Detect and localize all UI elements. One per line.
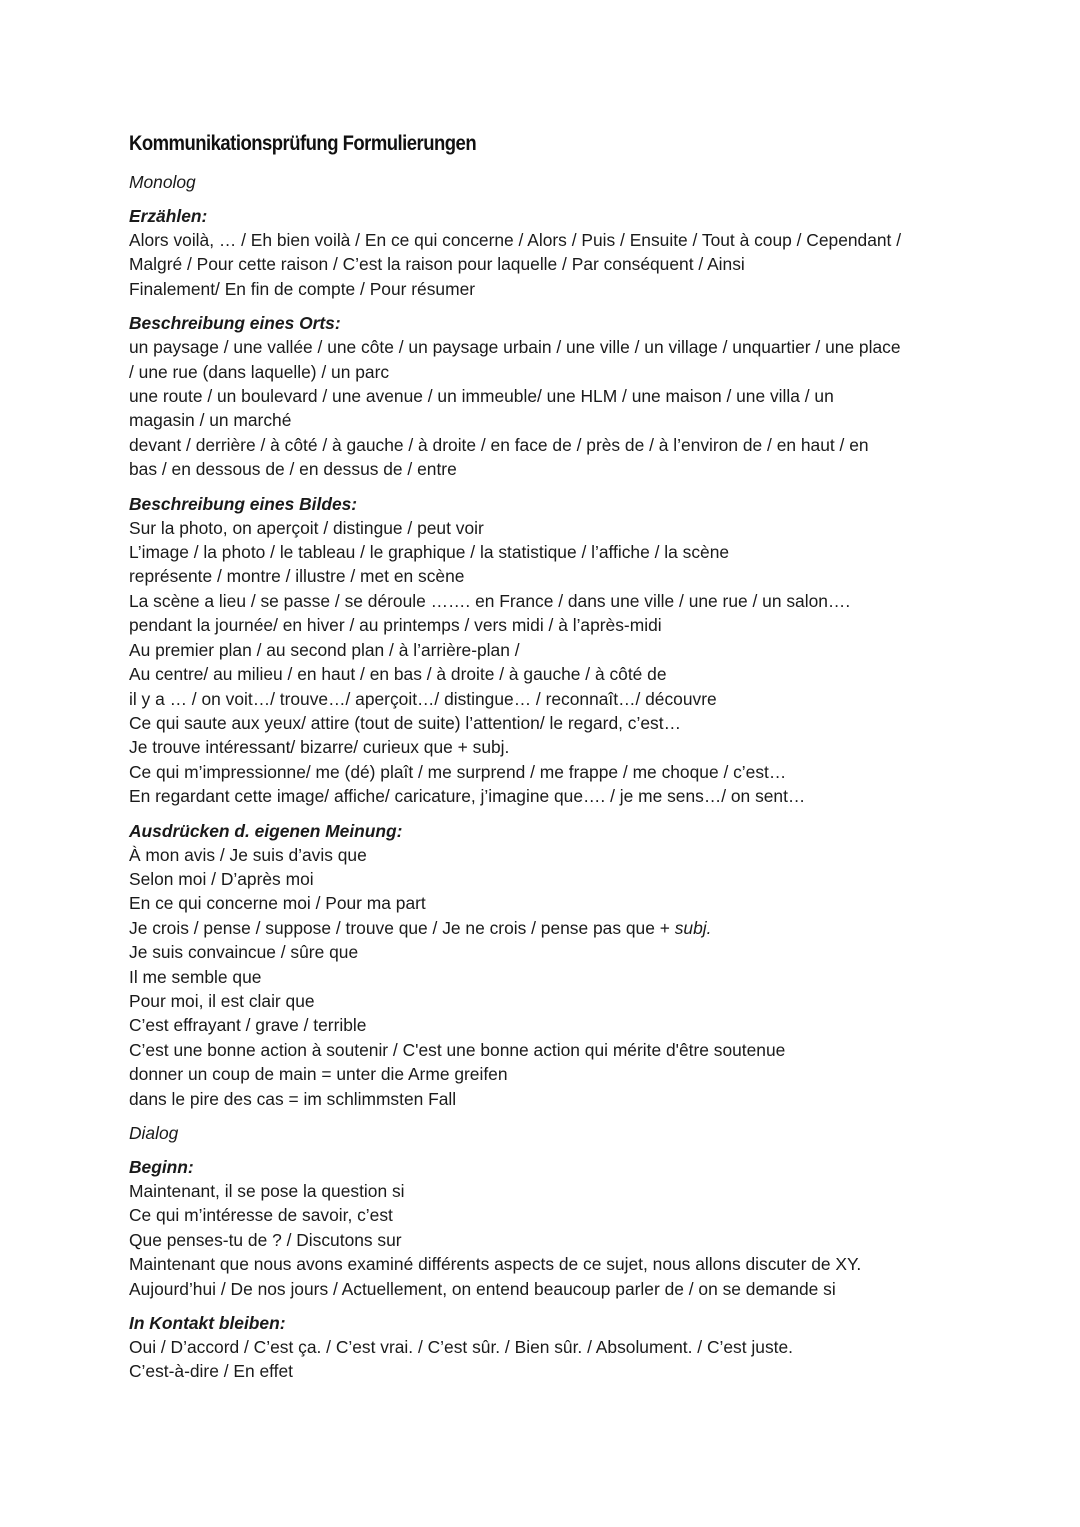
text-line: Maintenant, il se pose la question si — [129, 1181, 405, 1201]
text-line: dans le pire des cas = im schlimmsten Fall — [129, 1088, 457, 1109]
text-line: donner un coup de main = unter die Arme greifen — [129, 1064, 508, 1085]
section-heading-beginn: Beginn: — [129, 1157, 194, 1177]
subj-italic: subj. — [674, 917, 712, 938]
text-line: il y a … / on voit…/ trouve…/ aperçoit…/ distingue… / reconnaît…/ découvre — [129, 688, 717, 709]
section-meinung — [129, 819, 1029, 1111]
text-line: une route / un boulevard / une avenue / un immeuble/ une HLM / une maison / une villa / un — [129, 386, 834, 407]
section-kontakt — [129, 1311, 1029, 1384]
text-line: Ce qui m’impressionne/ me (dé) plaît / me surprend / me frappe / me choque / c’est… — [129, 761, 787, 782]
section-heading-meinung: Ausdrücken d. eigenen Meinung: — [129, 820, 403, 841]
text-line: / une rue (dans laquelle) / un parc — [129, 361, 390, 382]
text-line: Pour moi, il est clair que — [129, 990, 315, 1011]
document-title: Kommunikationsprüfung Formulierungen — [129, 131, 477, 155]
text-line: représente / montre / illustre / met en scène — [129, 566, 465, 587]
text-line: Maintenant que nous avons examiné différents aspects de ce sujet, nous allons discuter de XY. — [129, 1254, 862, 1275]
text-line: La scène a lieu / se passe / se déroule ……. en France / dans une ville / une rue / un salon…. — [129, 590, 851, 611]
text-line: Selon moi / D’après moi — [129, 868, 314, 889]
text-line: Alors voilà, … / Eh bien voilà / En ce qui concerne / Alors / Puis / Ensuite / Tout à coup / Cependant / — [129, 230, 902, 250]
text-line: Que penses-tu de ? / Discutons sur — [129, 1229, 402, 1250]
text-line-subj — [129, 916, 1029, 940]
text-line: Il me semble que — [129, 966, 262, 987]
text-line: Malgré / Pour cette raison / C’est la raison pour laquelle / Par conséquent / Ainsi — [129, 254, 745, 275]
text-line: bas / en dessous de / en dessus de / entre — [129, 459, 457, 480]
text-line: En ce qui concerne moi / Pour ma part — [129, 893, 426, 914]
text-line: Sur la photo, on aperçoit / distingue / peut voir — [129, 517, 484, 538]
text-line: L’image / la photo / le tableau / le graphique / la statistique / l’affiche / la scène — [129, 542, 730, 563]
text-line: En regardant cette image/ affiche/ caricature, j’imagine que…. / je me sens…/ on sent… — [129, 786, 806, 807]
section-heading-kontakt: In Kontakt bleiben: — [129, 1313, 286, 1334]
section-heading-ort: Beschreibung eines Orts: — [129, 313, 341, 334]
section-bild — [129, 492, 1029, 809]
text-line: Au centre/ au milieu / en haut / en bas / à droite / à gauche / à côté de — [129, 664, 667, 685]
text-line: devant / derrière / à côté / à gauche / à droite / en face de / près de / à l’environ de / en haut / en — [129, 434, 869, 455]
text-line: C’est effrayant / grave / terrible — [129, 1015, 367, 1036]
section-beginn — [129, 1155, 1029, 1301]
text-line: un paysage / une vallée / une côte / un paysage urbain / une ville / un village / unquartier / une place — [129, 337, 901, 358]
text-line: Oui / D’accord / C’est ça. / C’est vrai. / C’est sûr. / Bien sûr. / Absolument. / C’est juste. — [129, 1337, 793, 1358]
text-line: Je trouve intéressant/ bizarre/ curieux que + subj. — [129, 737, 510, 758]
text-line: Ce qui m’intéresse de savoir, c’est — [129, 1205, 393, 1226]
part-label-dialog: Dialog — [129, 1123, 179, 1143]
section-heading-erzaehlen: Erzählen: — [129, 206, 208, 226]
text-line: À mon avis / Je suis d’avis que — [129, 844, 367, 865]
text-line: pendant la journée/ en hiver / au printemps / vers midi / à l’après-midi — [129, 615, 662, 636]
section-erzaehlen — [129, 204, 1029, 301]
text-line: Aujourd’hui / De nos jours / Actuellement, on entend beaucoup parler de / on se demande si — [129, 1278, 836, 1299]
part-label-monolog: Monolog — [129, 172, 196, 192]
section-ort — [129, 311, 1029, 481]
text-line: Au premier plan / au second plan / à l’arrière-plan / — [129, 639, 520, 660]
section-heading-bild: Beschreibung eines Bildes: — [129, 493, 358, 514]
text-line: C’est une bonne action à soutenir / C'est une bonne action qui mérite d'être soutenue — [129, 1039, 786, 1060]
document-page — [129, 128, 1029, 1394]
text-line: Je suis convaincue / sûre que — [129, 942, 359, 963]
text-line: Finalement/ En fin de compte / Pour résumer — [129, 278, 476, 299]
text-line: Ce qui saute aux yeux/ attire (tout de suite) l’attention/ le regard, c’est… — [129, 712, 681, 733]
text-line: C’est-à-dire / En effet — [129, 1361, 293, 1382]
text-line: magasin / un marché — [129, 410, 292, 431]
text-line-subj-prefix: Je crois / pense / suppose / trouve que / Je ne crois / pense pas que + — [129, 917, 675, 938]
